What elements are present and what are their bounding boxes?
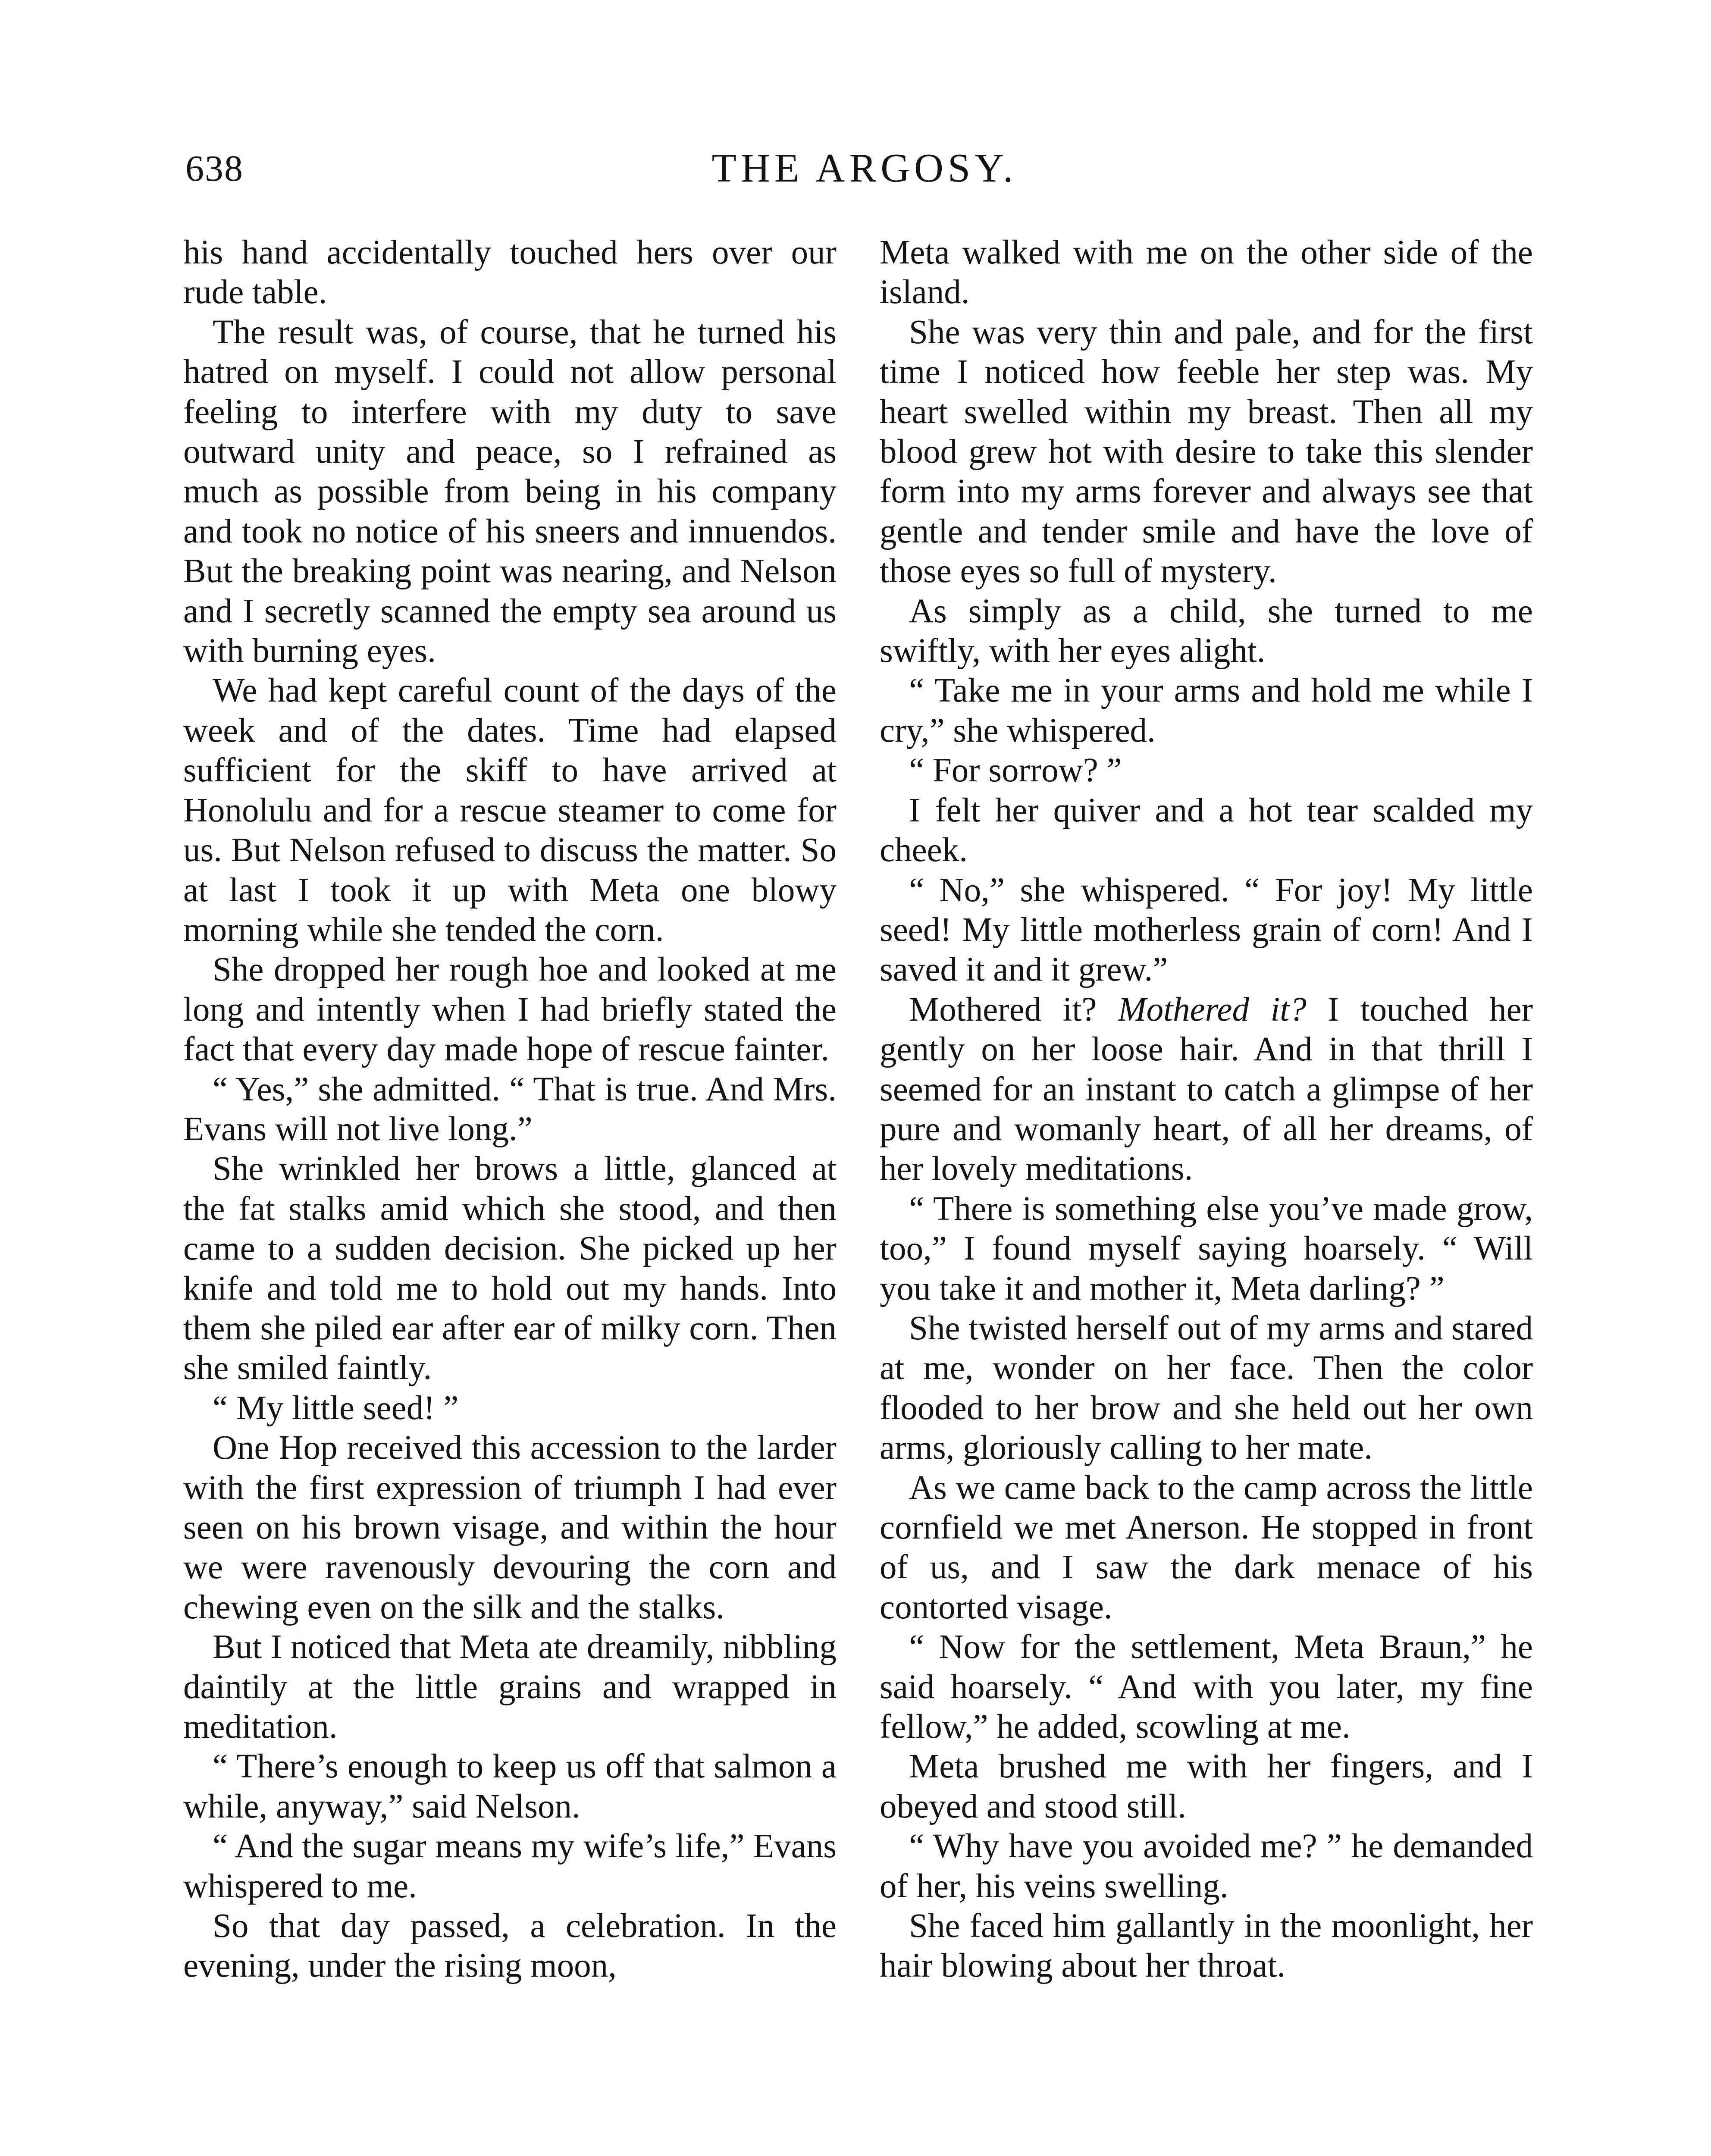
paragraph: As we came back to the camp across the little cornfield we met Anerson. He stopped in front of us, and I saw the dark menace of his contorted visage. [880, 1469, 1533, 1626]
page-header [185, 142, 1544, 194]
paragraph: I felt her quiver and a hot tear scalded my cheek. [880, 791, 1533, 869]
paragraph-with-italic [880, 990, 1533, 1189]
paragraph: “ My little seed! ” [213, 1389, 459, 1427]
paragraph: She twisted herself out of my arms and stared at me, wonder on her face. Then the color flooded to her brow and she held out her own arms, gloriously calling to her mate. [880, 1309, 1533, 1467]
page-number: 638 [185, 147, 244, 189]
paragraph: She was very thin and pale, and for the first time I noticed how feeble her step was. My heart swelled within my breast. Then all my blood grew hot with desire to take this slender form into my arms forever and always see that gentle and tender smile and have the love of those eyes so full of mystery. [880, 313, 1533, 590]
paragraph: She dropped her rough hoe and looked at me long and intently when I had briefly stated the fact that every day made hope of rescue fainter. [183, 951, 837, 1069]
italic-text: Mothered it? [1118, 990, 1307, 1028]
paragraph: We had kept careful count of the days of the week and of the dates. Time had elapsed sufficient for the skiff to have arrived at Honolulu and for a rescue steamer to come for us. But Nelson refused to discuss the matter. So at last I took it up with Meta one blowy morning while she tended the corn. [183, 672, 837, 949]
paragraph: “ Now for the settlement, Meta Braun,” he said hoarsely. “ And with you later, my fine fellow,” he added, scowling at me. [880, 1628, 1533, 1746]
paragraph: She faced him gallantly in the moonlight, her hair blowing about her throat. [880, 1907, 1533, 1985]
paragraph: “ There is something else you’ve made grow, too,” I found myself saying hoarsely. “ Will you take it and mother it, Meta darling? ” [880, 1190, 1533, 1307]
paragraph: his hand accidentally touched hers over our rude table. [183, 234, 837, 311]
paragraph: “ There’s enough to keep us off that salmon a while, anyway,” said Nelson. [183, 1748, 837, 1825]
paragraph: The result was, of course, that he turned his hatred on myself. I could not allow personal feeling to interfere with my duty to save outward unity and peace, so I refrained as much as possible from being in his company and took no notice of his sneers and innuendos. But the breaking point was nearing, and Nelson and I secretly scanned the empty sea around us with burning eyes. [183, 313, 837, 670]
paragraph: “ Yes,” she admitted. “ That is true. And Mrs. Evans will not live long.” [183, 1070, 837, 1148]
paragraph: So that day passed, a celebration. In the evening, under the rising moon, [183, 1907, 837, 1985]
paragraph: Meta walked with me on the other side of the island. [880, 234, 1533, 311]
paragraph: “ Take me in your arms and hold me while I cry,” she whispered. [880, 672, 1533, 749]
paragraph: “ No,” she whispered. “ For joy! My little seed! My little motherless grain of corn! And I saved it and it grew.” [880, 871, 1533, 989]
text-column-right [880, 233, 1533, 1986]
running-head: THE ARGOSY. [711, 146, 1018, 191]
paragraph: “ Why have you avoided me? ” he demanded of her, his veins swelling. [880, 1827, 1533, 1905]
paragraph: Meta brushed me with her fingers, and I obeyed and stood still. [880, 1748, 1533, 1825]
paragraph: As simply as a child, she turned to me swiftly, with her eyes alight. [880, 592, 1533, 670]
paragraph: One Hop received this accession to the larder with the first expression of triumph I had ever seen on his brown visage, and within the hour we were ravenously devouring the corn and chewing even on the silk and the stalks. [183, 1429, 837, 1626]
text-column-left [183, 233, 837, 1986]
paragraph: But I noticed that Meta ate dreamily, nibbling daintily at the little grains and wrapped in meditation. [183, 1628, 837, 1746]
text-span: I touched her gently on her loose hair. And in that thrill I seemed for an instant to catch a glimpse of her pure and womanly heart, of all her dreams, of her lovely meditations. [880, 990, 1533, 1188]
paragraph: “ For sorrow? ” [909, 752, 1122, 790]
paragraph: She wrinkled her brows a little, glanced at the fat stalks amid which she stood, and then came to a sudden decision. She picked up her knife and told me to hold out my hands. Into them she piled ear after ear of milky corn. Then she smiled faintly. [183, 1150, 837, 1387]
paragraph: “ And the sugar means my wife’s life,” Evans whispered to me. [183, 1827, 837, 1905]
text-span: Mothered it? [909, 990, 1118, 1028]
